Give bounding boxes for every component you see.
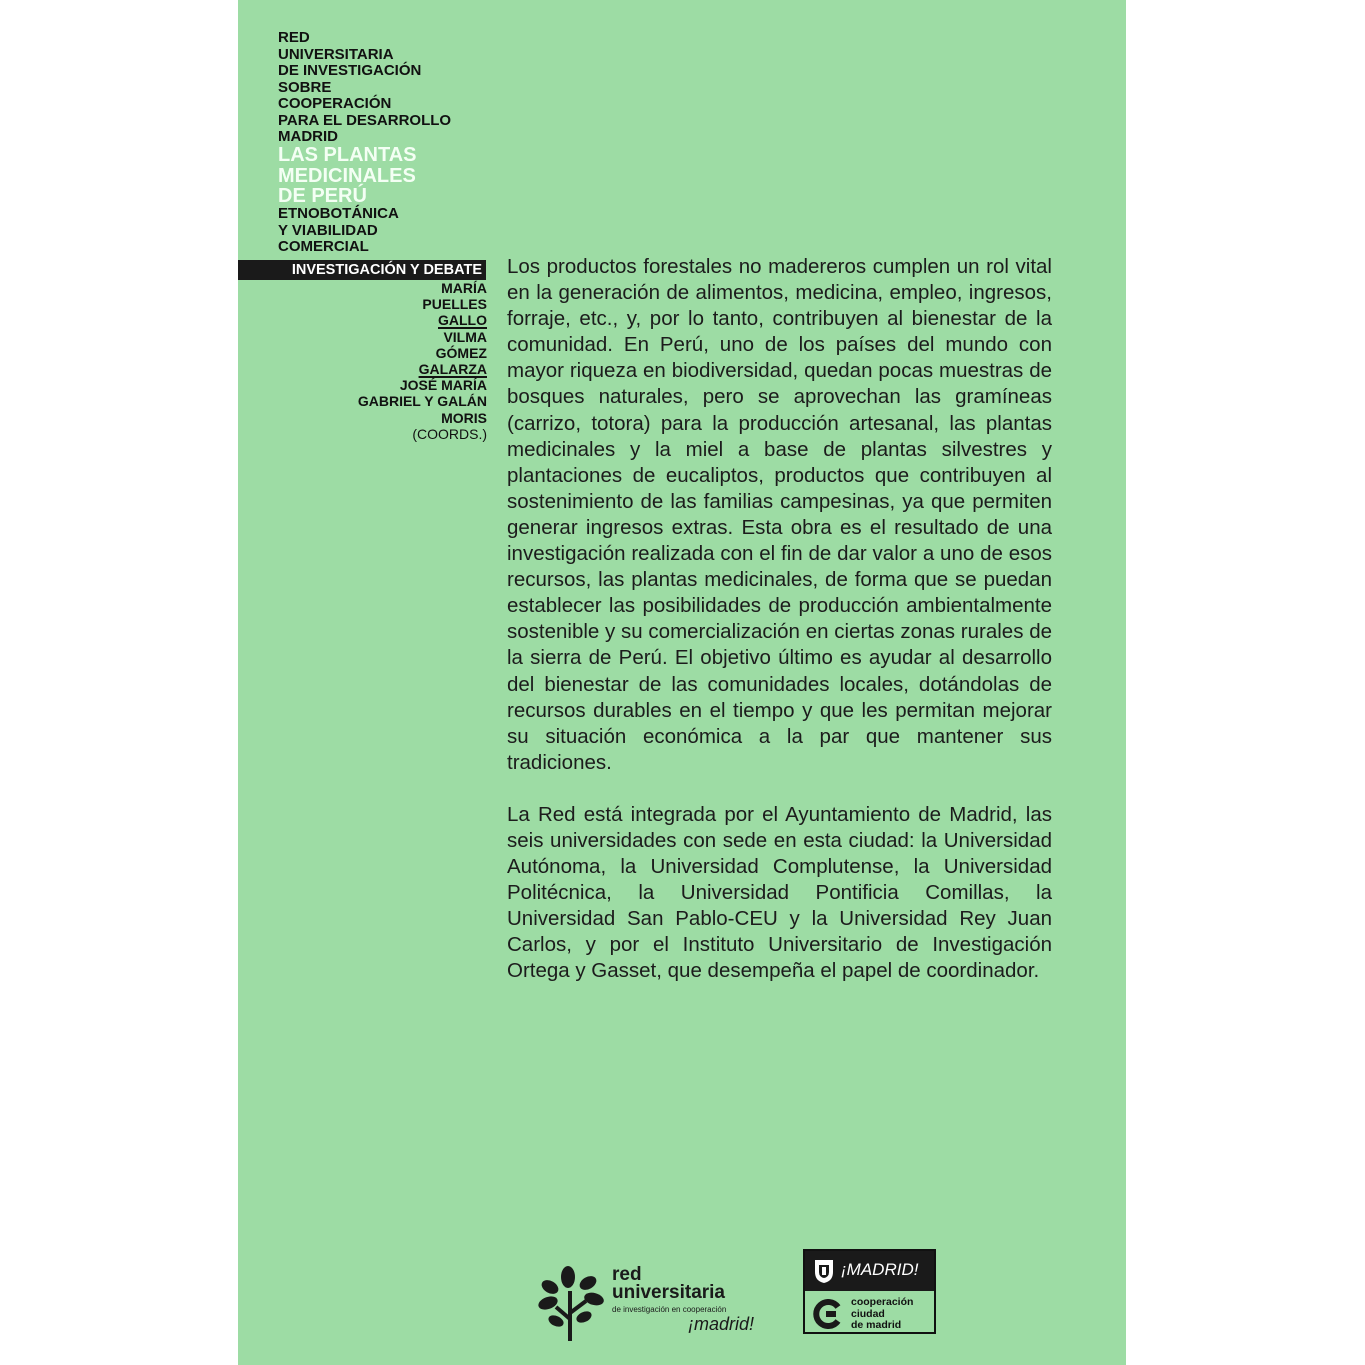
red-logo-line: red — [612, 1264, 642, 1285]
title-line: MEDICINALES — [278, 164, 416, 187]
shield-icon — [813, 1257, 835, 1284]
title-line: DE PERÚ — [278, 185, 367, 207]
org-line: MADRID — [278, 128, 338, 145]
org-line: UNIVERSITARIA — [278, 45, 394, 63]
org-line: PARA EL DESARROLLO — [278, 111, 452, 129]
red-logo-line: universitaria — [612, 1282, 725, 1303]
blurb-paragraph: Los productos forestales no madereros cumplen un rol vital en la generación de alimentos, medicina, empleo, ingresos, forraje, etc., y, por lo tanto, contribuyen al bienestar de la comunidad. En Perú, uno de los países del mundo con mayor riqueza en biodiversidad, quedan pocas muestras de bosques naturales, pero se aprovechan las gramíneas (carrizo, totora) para la producción artesanal, las plantas medicinales y la miel a base de plantas silvestres y plantaciones de eucaliptos, productos que contribuyen al sostenimiento de las familias campesinas, ya que permiten generar ingresos extras. Esta obra es el resultado de una investigación realizada con el fin de dar valor a uno de esos recursos, las plantas medicinales, de forma que se puedan establecer las posibilidades de producción ambientalmente sostenible y su comercialización en ciertas zonas rurales de la sierra de Perú. El objetivo último es ayudar al desarrollo del bienestar de las comunidades locales, dotándolas de recursos durables en el tiempo y que les permitan mejorar su situación económica a la par que mantener sus tradiciones. — [507, 255, 1052, 774]
blurb-paragraph: La Red está integrada por el Ayuntamiento de Madrid, las seis universidades con sede en esta ciudad: la Universidad Autónoma, la Universidad Complutense, la Universidad Politécnica, la Universidad Pontificia Comillas, la Universidad San Pablo-CEU y la Universidad Rey Juan Carlos, y por el Instituto Universitario de Investigación Ortega y Gasset, que desempeña el papel de coordinador. — [507, 802, 1052, 983]
c-mark-icon — [813, 1299, 843, 1329]
book-title — [278, 145, 417, 207]
madrid-brand: ¡MADRID! — [841, 1260, 919, 1279]
coop-line: de madrid — [851, 1319, 902, 1331]
red-logo-tagline: de investigación en cooperación — [612, 1305, 727, 1314]
author-line: GÓMEZ — [435, 344, 487, 361]
title-line: LAS PLANTAS — [278, 144, 417, 166]
author-line: GALARZA — [418, 361, 487, 378]
series-band — [238, 260, 486, 280]
authors-block — [300, 280, 487, 442]
author-line: MORIS — [441, 409, 487, 426]
organization-name — [278, 30, 518, 146]
coop-line: cooperación — [851, 1296, 914, 1308]
author-line: VILMA — [443, 328, 487, 345]
subtitle-line: Y VIABILIDAD — [278, 221, 378, 239]
red-logo-madrid: ¡madrid! — [688, 1314, 755, 1334]
tree-icon — [536, 1263, 608, 1343]
red-universitaria-logo — [536, 1263, 756, 1343]
series-label: INVESTIGACIÓN Y DEBATE — [291, 262, 482, 278]
org-line: COOPERACIÓN — [278, 95, 392, 112]
subtitle-line: COMERCIAL — [278, 238, 369, 255]
org-line: DE INVESTIGACIÓN — [278, 62, 422, 79]
author-line: GABRIEL Y GALÁN — [357, 393, 487, 410]
cooperacion-text — [851, 1297, 913, 1332]
blurb — [507, 254, 1052, 985]
coop-line: ciudad — [851, 1307, 885, 1320]
madrid-brand-band — [805, 1251, 934, 1291]
org-line: SOBRE — [278, 78, 332, 96]
author-line: GALLO — [438, 312, 487, 329]
book-subtitle — [278, 206, 399, 256]
author-line: MARÍA — [441, 280, 487, 296]
author-line: JOSÉ MARÍA — [399, 377, 487, 394]
author-line: PUELLES — [422, 296, 487, 313]
author-role: (COORDS.) — [412, 425, 487, 442]
org-line: RED — [278, 29, 310, 46]
subtitle-line: ETNOBOTÁNICA — [278, 205, 399, 222]
ayuntamiento-madrid-logo — [803, 1249, 936, 1334]
